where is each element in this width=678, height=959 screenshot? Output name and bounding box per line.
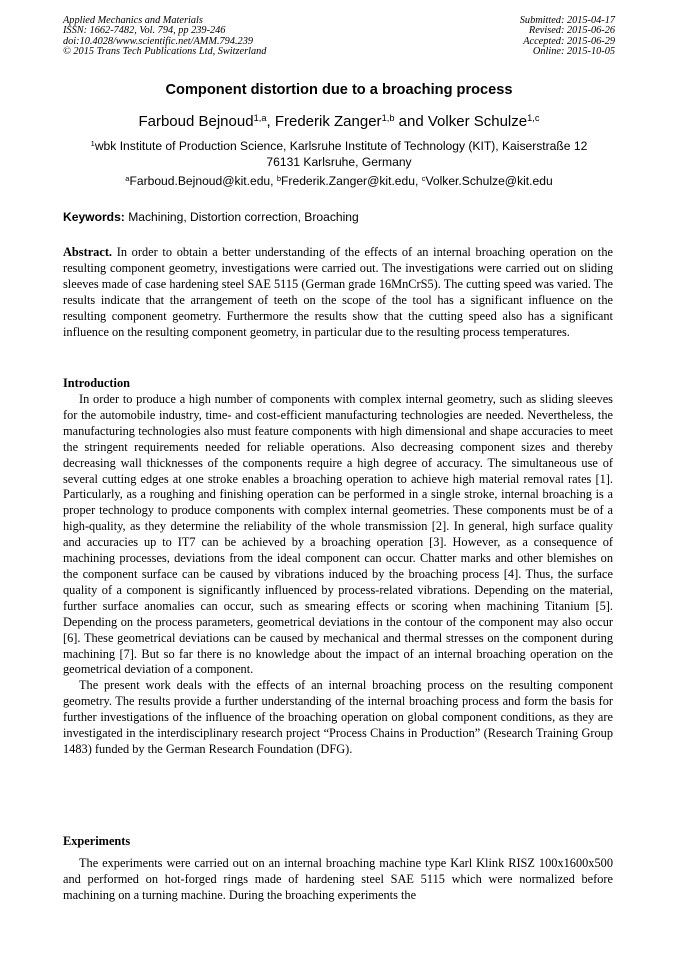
email-mark: b [276, 173, 282, 183]
email-mark: a [125, 173, 130, 183]
affiliation-line: 76131 Karlsruhe, Germany [266, 155, 412, 169]
author-affiliation-mark: 1,c [527, 112, 540, 123]
affiliation-line: $^1$wbk Institute of Production Science, Karlsruhe Institute of Technology (KIT), Kaiserstraße 12 [90, 138, 588, 153]
experiments-body [63, 856, 613, 904]
submitted-date: Submitted: 2015-04-17 [519, 15, 615, 26]
keywords-label: Keywords: [63, 210, 125, 224]
section-heading-introduction: Introduction [63, 376, 130, 390]
paragraph: In order to produce a high number of components with complex internal geometry, such as sliding sleeves for the automobile industry, time- and cost-efficient manufacturing technologies are needed. Nevertheless, the manufacturing technologies also must feature components with high dimensional and shape accuracies to meet the stringent requirements needed for reliable operations. Also decreasing component sizes and thereby decreasing wall thicknesses of the components require a high degree of accuracy. The simultaneous use of several cutting edges at one stroke enables a broaching operation to achieve high material removal rates [1]. Particularly, as a roughing and finishing operation can be performed in a single stroke, internal broaching is a proper technology to produce components with complex internal geometries. These components must be of a high-quality, as they determine the reliability of the whole transmission [2]. In general, high surface quality and accuracies up to IT7 can be achieved by a broaching operation [3]. However, as a consequence of machining processes, deviations from the ideal component can occur. Chatter marks and other blemishes on the component surface can be caused by vibrations induced by the broaching process [4]. Thus, the surface quality of a component is significantly influenced by process-related vibrations. Depending on the material, further surface anomalies can occur, such as smearing effects or scoring when machining Titanium [5]. Depending on the process parameters, geometrical deviations in the contour of the component may also occur [6]. These geometrical deviations can be caused by mechanical and thermal stresses on the component during machining [7]. But so far there is no knowledge about the impact of an internal broaching operation on the geometrical deviation of a component. [63, 392, 613, 677]
author-affiliation-mark: 1,a [253, 112, 267, 123]
author-affiliation-mark: 1,b [381, 112, 395, 123]
issn-line: ISSN: 1662-7482, Vol. 794, pp 239-246 [63, 25, 226, 37]
email-link[interactable]: Frederik.Zanger@kit.edu, [281, 174, 422, 188]
accepted-date: Accepted: 2015-06-29 [523, 35, 615, 47]
author-name: Frederik Zanger [274, 113, 382, 130]
email-link[interactable]: Volker.Schulze@kit.edu [425, 174, 553, 188]
keywords-text: Machining, Distortion correction, Broaching [128, 210, 359, 224]
doi-line: doi:10.4028/www.scientific.net/AMM.794.239 [63, 35, 253, 47]
email-link[interactable]: Farboud.Bejnoud@kit.edu, [129, 174, 277, 188]
revised-date: Revised: 2015-06-26 [528, 25, 615, 37]
paragraph: The experiments were carried out on an internal broaching machine type Karl Klink RISZ 100x1600x500 and performed on hot-forged rings made of hardening steel SAE 5115 which were normalized before machining on a turning machine. During the broaching experiments the [63, 856, 613, 902]
keywords [63, 210, 359, 224]
author-separator: and [394, 113, 428, 130]
section-heading-experiments: Experiments [63, 834, 131, 848]
copyright-line: © 2015 Trans Tech Publications Ltd, Switzerland [63, 46, 267, 58]
journal-name: Applied Mechanics and Materials [63, 15, 203, 26]
abstract-text: In order to obtain a better understanding of the effects of an internal broaching operation on the resulting component geometry, investigations were carried out. The investigations were carried out on sliding sleeves made of case hardening steel SAE 5115 (German grade 16MnCrS5). The cutting speed was varied. The results indicate that the arrangement of teeth on the scope of the tool has a significant influence on the resulting component geometry. Furthermore the results show that the cutting speed also has a significant influence on the resulting component geometry, in particular due to the resulting process temperatures. [63, 245, 613, 339]
affiliation-mark: 1 [90, 138, 95, 148]
abstract [63, 245, 613, 340]
affiliation [60, 138, 618, 170]
online-date: Online: 2015-10-05 [532, 46, 615, 58]
paper-title: Component distortion due to a broaching process [165, 82, 513, 98]
author-separator: , [266, 113, 275, 130]
introduction-body [63, 392, 613, 758]
email-list [0, 174, 678, 188]
email-mark: c [421, 173, 426, 183]
publication-dates [520, 16, 615, 58]
author-name: Farboud Bejnoud [138, 113, 254, 130]
paragraph: The present work deals with the effects of an internal broaching process on the resulting component geometry. The results provide a further understanding of the internal broaching process and form the basis for further investigations of the influence of the broaching operation on global component conditions, as they are investigated in the interdisciplinary research project “Process Chains in Production” (Research Training Group 1483) funded by the German Research Foundation (DFG). [63, 678, 613, 756]
journal-info [63, 16, 266, 58]
abstract-label: Abstract. [63, 245, 113, 259]
author-name: Volker Schulze [427, 113, 528, 130]
author-list [0, 113, 678, 130]
